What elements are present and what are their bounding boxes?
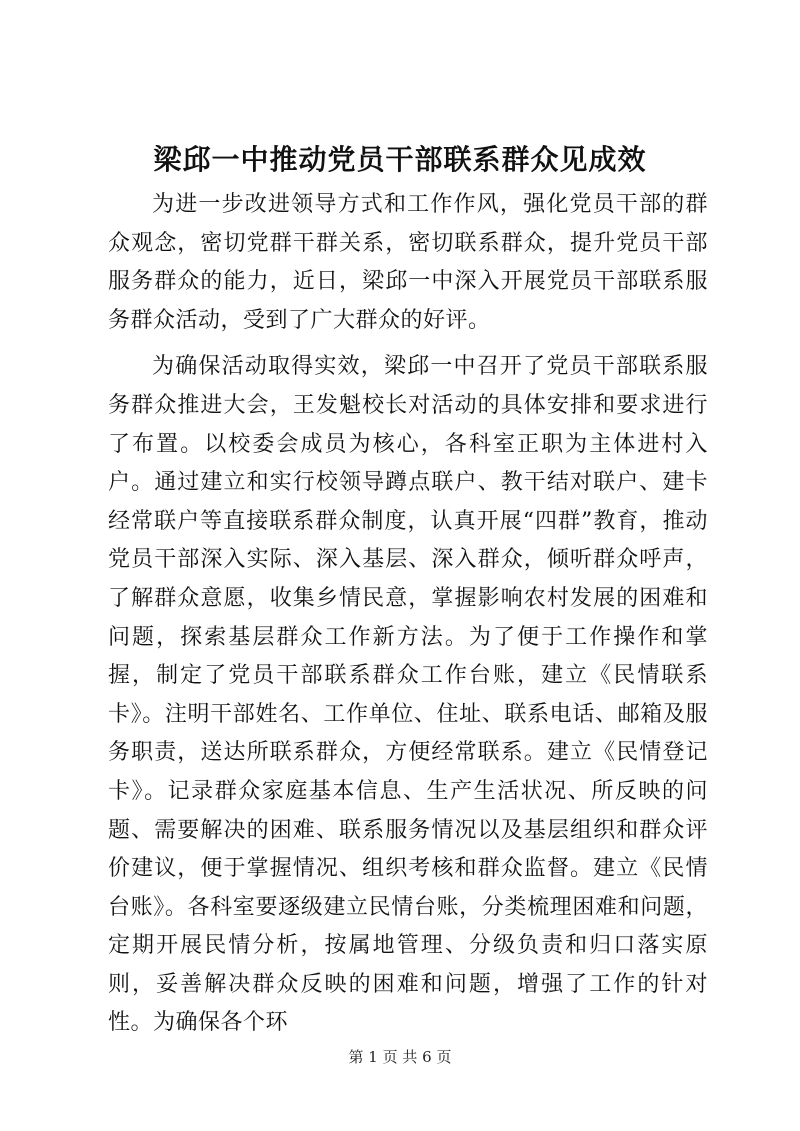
paragraph: 为确保活动取得实效，梁邱一中召开了党员干部联系服务群众推进大会，王发魁校长对活动的具体安排和要求进行了布置。以校委会成员为核心，各科室正职为主体进村入户。通过建立和实行校领导蹲点联户、教干结对联户、建卡经常联户等直接联系群众制度，认真开展“四群”教育，推动党员干部深入实际、深入基层、深入群众，倾听群众呼声，了解群众意愿，收集乡情民意，掌握影响农村发展的困难和问题，探索基层群众工作新方法。为了便于工作操作和掌握，制定了党员干部联系群众工作台账，建立《民情联系卡》。注明干部姓名、工作单位、住址、联系电话、邮箱及服务职责，送达所联系群众，方便经常联系。建立《民情登记卡》。记录群众家庭基本信息、生产生活状况、所反映的问题、需要解决的困难、联系服务情况以及基层组织和群众评价建议，便于掌握情况、组织考核和群众监督。建立《民情台账》。各科室要逐级建立民情台账，分类梳理困难和问题，定期开展民情分析，按属地管理、分级负责和归口落实原则，妥善解决群众反映的困难和问题，增强了工作的针对性。为确保各个环 bbox=[108, 354, 708, 1036]
document-body bbox=[108, 186, 708, 1051]
document-title: 梁邱一中推动党员干部联系群众见成效 bbox=[153, 143, 647, 176]
page-footer: 第 1 页 共 6 页 bbox=[348, 1048, 452, 1066]
paragraph: 为进一步改进领导方式和工作作风，强化党员干部的群众观念，密切党群干群关系，密切联系群众，提升党员干部服务群众的能力，近日，梁邱一中深入开展党员干部联系服务群众活动，受到了广大群众的好评。 bbox=[108, 192, 708, 333]
